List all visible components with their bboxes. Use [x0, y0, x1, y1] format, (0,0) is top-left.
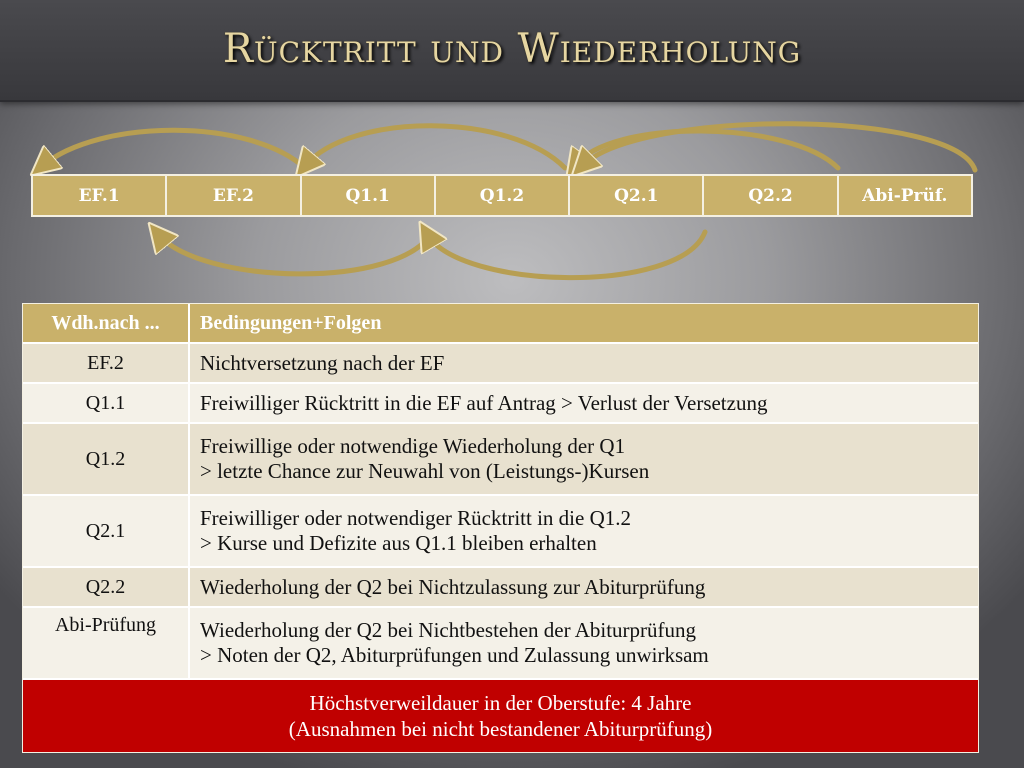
row-text: Wiederholung der Q2 bei Nichtbestehen der Abiturprüfung	[200, 618, 697, 642]
row-stage: EF.2	[23, 344, 190, 382]
row-text: Freiwillige oder notwendige Wiederholung der Q1	[200, 434, 626, 458]
row-stage: Q1.2	[23, 424, 190, 494]
arrow-q21-to-q12	[427, 232, 705, 278]
footer-line-2: (Ausnahmen bei nicht bestandener Abiturprüfung)	[288, 717, 713, 741]
table-row	[23, 496, 978, 568]
stage-q22: Q2.2	[702, 176, 836, 215]
stage-abi: Abi-Prüf.	[837, 176, 971, 215]
footer-line-1: Höchstverweildauer in der Oberstufe: 4 Jahre	[309, 691, 692, 715]
arrow-q12-to-ef1	[158, 232, 432, 274]
table-row	[23, 608, 978, 680]
table-header-row	[23, 304, 978, 344]
row-text-consequence: > Noten der Q2, Abiturprüfungen und Zulassung unwirksam	[200, 643, 709, 667]
row-text: Freiwilliger oder notwendiger Rücktritt in die Q1.2	[200, 506, 631, 530]
header-right: Bedingungen+Folgen	[200, 311, 382, 334]
table-row	[23, 568, 978, 608]
max-duration-note	[23, 680, 978, 752]
stage-q21: Q2.1	[568, 176, 702, 215]
row-text-consequence: > letzte Chance zur Neuwahl von (Leistungs-)Kursen	[200, 459, 650, 483]
repetition-table	[22, 303, 979, 753]
row-text-consequence: > Kurse und Defizite aus Q1.1 bleiben erhalten	[200, 531, 597, 555]
table-row	[23, 424, 978, 496]
row-stage: Abi-Prüfung	[23, 608, 190, 678]
arrow-q12-to-q11	[305, 126, 565, 168]
row-text: Freiwilliger Rücktritt in die EF auf Antrag > Verlust der Versetzung	[200, 390, 768, 415]
row-stage: Q2.1	[23, 496, 190, 566]
table-row	[23, 384, 978, 424]
stage-q11: Q1.1	[300, 176, 434, 215]
header-left: Wdh.nach ...	[23, 304, 190, 342]
row-text: Nichtversetzung nach der EF	[200, 350, 445, 375]
row-text: Wiederholung der Q2 bei Nichtzulassung zur Abiturprüfung	[200, 574, 706, 599]
stage-ef1: EF.1	[78, 185, 120, 206]
row-stage: Q1.1	[23, 384, 190, 422]
arrow-abi-to-q21	[582, 124, 975, 170]
stage-q12: Q1.2	[434, 176, 568, 215]
row-stage: Q2.2	[23, 568, 190, 606]
slide-title: Rücktritt und Wiederholung	[222, 26, 802, 72]
table-row	[23, 344, 978, 384]
stage-ef2: EF.2	[165, 176, 299, 215]
arrow-ef2-to-ef1	[42, 130, 305, 168]
stage-bar	[31, 174, 973, 217]
